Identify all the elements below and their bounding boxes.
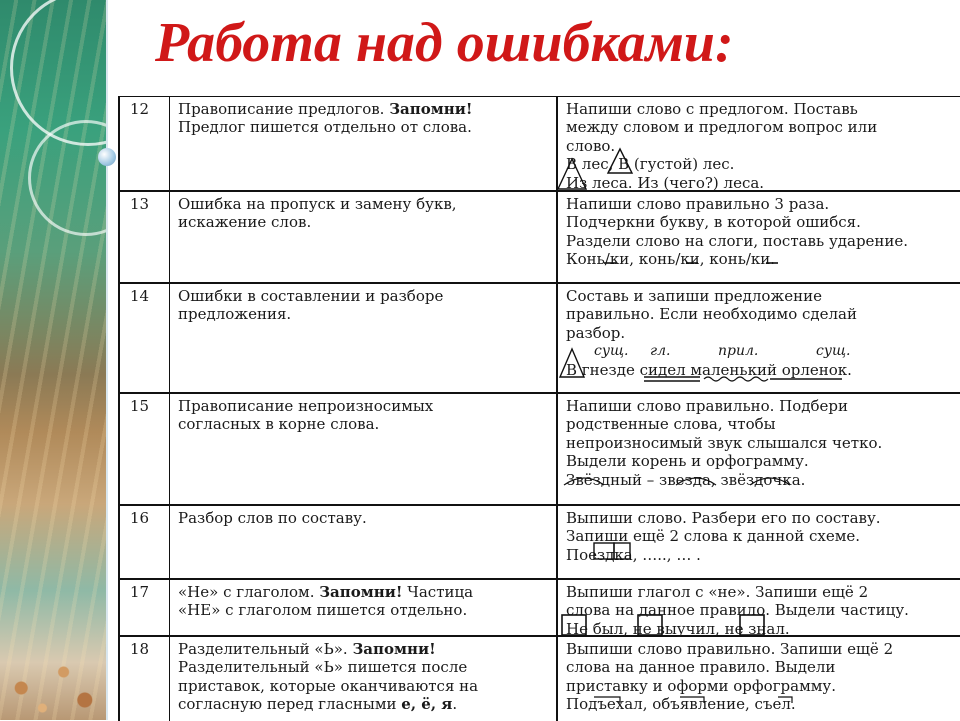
table-row	[120, 97, 960, 192]
correction-task: Напиши слово правильно 3 раза. Подчеркни букву, в которой ошибся. Раздели слово на слоги, поставь ударение. Конь/ки, конь/ки, конь/ки.	[566, 195, 909, 269]
error-topic: Разбор слов по составу.	[170, 506, 558, 578]
table-row	[120, 580, 960, 637]
error-topic: Разделительный «Ь». Запомни! Разделительный «Ь» пишется после приставок, которые оканчиваются на согласную перед гласными е, ё, я.	[170, 637, 558, 721]
error-topic: Ошибка на пропуск и замену букв, искажение слов.	[170, 192, 558, 282]
row-number: 18	[120, 637, 170, 721]
correction-task: Напиши слово с предлогом. Поставь между словом и предлогом вопрос или слово. В лес, В (густой) лес. Из леса. Из (чего?) леса.	[566, 100, 878, 192]
decorative-line	[106, 0, 108, 720]
row-number: 15	[120, 394, 170, 504]
row-number: 17	[120, 580, 170, 635]
error-work-table	[118, 96, 960, 721]
slide-title: Работа над ошибками:	[155, 12, 734, 74]
part-of-speech-label: сущ.	[594, 343, 629, 359]
error-topic: Правописание предлогов. Запомни! Предлог пишется отдельно от слова.	[170, 97, 558, 190]
row-number: 13	[120, 192, 170, 282]
correction-task: Выпиши слово. Разбери его по составу. Запиши ещё 2 слова к данной схеме. Поездка, ….., … .	[566, 509, 881, 564]
part-of-speech-label: прил.	[718, 343, 759, 359]
table-row	[120, 637, 960, 721]
correction-task: Выпиши глагол с «не». Запиши ещё 2 слова на данное правило. Выдели частицу. Не был, не выучил, не знал.	[566, 583, 909, 638]
table-row	[120, 284, 960, 394]
table-row	[120, 394, 960, 506]
part-of-speech-label: гл.	[650, 343, 671, 359]
correction-task: Напиши слово правильно. Подбери родственные слова, чтобы непроизносимый звук слышался четко. Выдели корень и орфограмму. Звёздный – звезда, звёздочка.	[566, 397, 883, 489]
correction-task: Выпиши слово правильно. Запиши ещё 2 слова на данное правило. Выдели приставку и оформи орфограмму. Подъехал, объявление, съел.	[566, 640, 894, 714]
correction-task: Составь и запиши предложение правильно. Если необходимо сделай разбор. В гнезде сидел маленький орленок. сущ. гл. прил. сущ.	[566, 287, 857, 379]
row-number: 14	[120, 284, 170, 392]
decorative-bead	[98, 148, 116, 166]
row-number: 12	[120, 97, 170, 190]
table-row	[120, 506, 960, 580]
error-topic: Ошибки в составлении и разборе предложения.	[170, 284, 558, 392]
error-topic: Правописание непроизносимых согласных в корне слова.	[170, 394, 558, 504]
row-number: 16	[120, 506, 170, 578]
decorative-background	[0, 0, 106, 720]
error-topic: «Не» с глаголом. Запомни! Частица «НЕ» с глаголом пишется отдельно.	[170, 580, 558, 635]
part-of-speech-label: сущ.	[816, 343, 851, 359]
table-row	[120, 192, 960, 284]
pebbles-image	[0, 640, 106, 720]
